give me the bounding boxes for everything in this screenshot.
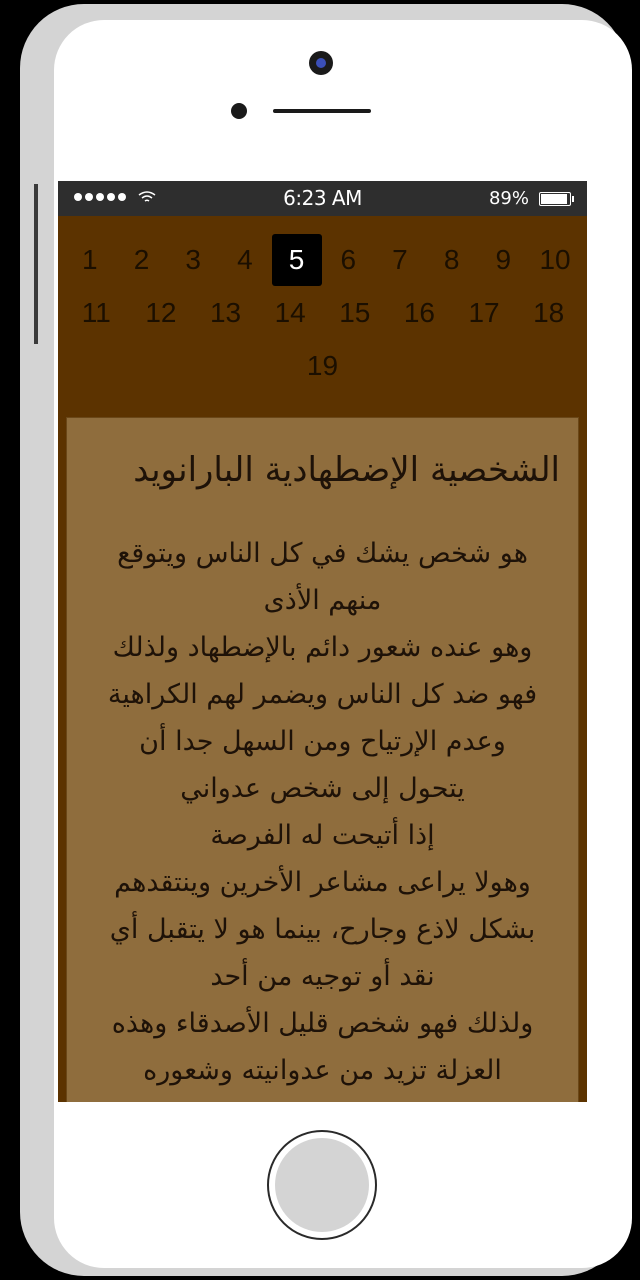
battery-icon	[539, 192, 571, 206]
article-line: فهو ضد كل الناس ويضمر لهم الكراهية	[107, 679, 538, 710]
status-bar	[58, 181, 587, 216]
sensor-icon	[231, 103, 247, 119]
pager-row	[58, 233, 587, 286]
page-selector	[58, 233, 587, 392]
article-line: العزلة تزيد من عدوانيته وشعوره	[143, 1055, 502, 1086]
home-button[interactable]	[267, 1130, 377, 1240]
article-line: هو شخص يشك في كل الناس ويتوقع	[117, 538, 528, 569]
page-link-11[interactable]: 11	[81, 296, 111, 328]
page-link-4[interactable]: 4	[237, 243, 253, 275]
page-link-10[interactable]: 10	[539, 243, 571, 275]
page-link-1[interactable]: 1	[82, 243, 98, 275]
battery-percent: 89%	[488, 188, 529, 209]
page-link-9[interactable]: 9	[495, 243, 512, 275]
page-link-6[interactable]: 6	[340, 243, 357, 275]
pager-row	[58, 286, 587, 339]
page-link-12[interactable]: 12	[145, 296, 177, 328]
article-line: يتحول إلى شخص عدواني	[180, 773, 465, 804]
page-link-7[interactable]: 7	[392, 243, 408, 275]
camera-icon	[309, 51, 333, 75]
article-title: الشخصية الإضطهادية البارانويد	[133, 450, 560, 490]
article-card	[67, 418, 578, 1102]
article-line: بشكل لاذع وجارح، بينما هو لا يتقبل أي	[109, 914, 536, 945]
speaker-grill	[273, 109, 371, 113]
article-line: وهو عنده شعور دائم بالإضطهاد ولذلك	[112, 632, 533, 663]
page-link-17[interactable]: 17	[468, 296, 500, 328]
page-link-15[interactable]: 15	[339, 296, 371, 328]
article-line: إذا أتيحت له الفرصة	[210, 820, 435, 851]
article-line: ولذلك فهو شخص قليل الأصدقاء وهذه	[111, 1008, 534, 1039]
page-link-2[interactable]: 2	[133, 243, 150, 275]
page-link-18[interactable]: 18	[533, 296, 565, 328]
article-line: منهم الأذى	[263, 585, 382, 616]
page-link-19[interactable]: 19	[306, 349, 339, 381]
pager-row	[58, 339, 587, 392]
app-screen	[58, 181, 587, 1102]
status-time: 6:23 AM	[283, 186, 362, 210]
article-line: نقد أو توجيه من أحد	[210, 961, 435, 992]
side-button	[34, 184, 38, 344]
page-link-5-active[interactable]: 5	[272, 234, 322, 286]
page-link-3[interactable]: 3	[185, 243, 201, 275]
page-link-13[interactable]: 13	[209, 296, 242, 328]
article-body	[67, 492, 578, 1094]
article-line: وهولا يراعى مشاعر الأخرين وينتقدهم	[114, 867, 531, 898]
page-link-8[interactable]: 8	[443, 243, 460, 275]
page-link-16[interactable]: 16	[403, 296, 436, 328]
article-line: وعدم الإرتياح ومن السهل جدا أن	[139, 726, 506, 757]
page-link-14[interactable]: 14	[274, 296, 306, 328]
